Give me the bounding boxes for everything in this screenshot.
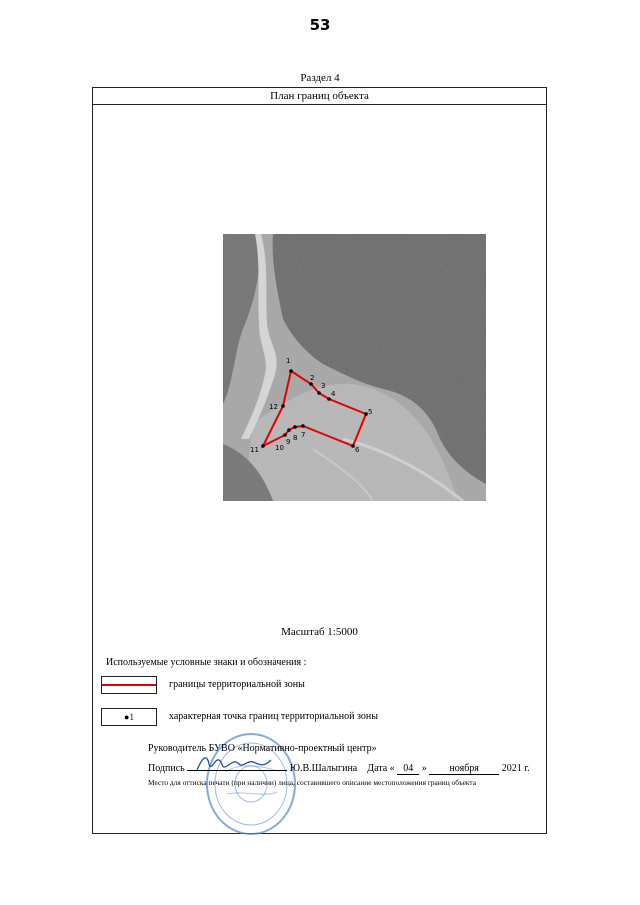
sign-blank <box>187 759 287 771</box>
point-label-5: 5 <box>368 408 373 416</box>
date-month: ноября <box>429 763 499 775</box>
signature-line <box>148 759 530 775</box>
frame-title: План границ объекта <box>93 88 546 105</box>
point-label-1: 1 <box>286 357 291 365</box>
point-label-9: 9 <box>286 438 291 446</box>
point-label-2: 2 <box>310 374 315 382</box>
date-day: 04 <box>397 763 419 775</box>
point-dot-icon: ● <box>124 712 130 722</box>
point-label-8: 8 <box>293 434 298 442</box>
legend-label-point: характерная точка границ территориальной зоны <box>169 711 378 722</box>
plan-frame <box>92 87 547 834</box>
legend-heading: Используемые условные знаки и обозначения : <box>106 657 307 668</box>
point-label-12: 12 <box>269 403 278 411</box>
signature-block <box>135 728 535 833</box>
point-label-7: 7 <box>301 431 306 439</box>
signature-organization: Руководитель БУВО «Нормативно-проектный центр» <box>148 743 377 754</box>
point-label-4: 4 <box>331 390 336 398</box>
date-year: 2021 г. <box>501 763 530 774</box>
date-label: Дата « <box>367 763 395 774</box>
sign-label: Подпись <box>148 763 185 774</box>
signer-name: Ю.В.Шалыгина <box>289 763 358 774</box>
date-quote-close: » <box>421 763 427 774</box>
point-label-10: 10 <box>275 444 284 452</box>
legend-point-number: 1 <box>129 712 134 722</box>
point-label-6: 6 <box>355 446 360 454</box>
aerial-map <box>223 234 486 501</box>
point-label-3: 3 <box>321 382 326 390</box>
legend-symbol-boundary <box>101 676 157 694</box>
legend-label-boundary: границы территориальной зоны <box>169 679 305 690</box>
aerial-map-image <box>223 234 486 501</box>
map-scale: Масштаб 1:5000 <box>281 626 358 638</box>
legend-symbol-point <box>101 708 157 726</box>
point-label-11: 11 <box>250 446 259 454</box>
red-line-symbol <box>102 684 156 686</box>
page-number: 53 <box>309 16 331 34</box>
section-label: Раздел 4 <box>300 72 340 84</box>
stamp-place-note: Место для оттиска печати (при наличии) лица, составившего описание местоположения границ объекта <box>148 778 477 787</box>
